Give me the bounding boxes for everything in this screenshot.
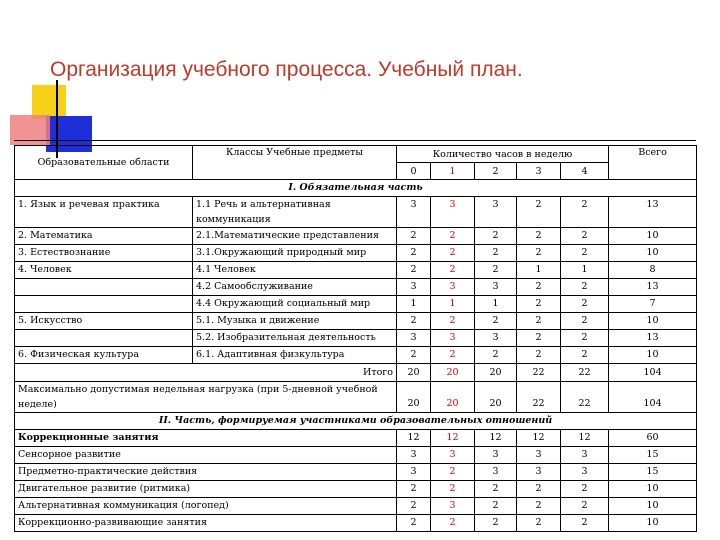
hours-cell: 3 (431, 279, 475, 296)
hours-cell: 2 (431, 481, 475, 498)
subject-cell: 1.1 Речь и альтернативная коммуникация (193, 197, 397, 228)
hours-cell: 1 (431, 296, 475, 313)
area-cell (15, 330, 193, 347)
slide-title: Организация учебного процесса. Учебный план. (50, 58, 523, 81)
hours-cell: 2 (517, 330, 561, 347)
hours-cell: 2 (517, 498, 561, 515)
hours-cell: 2 (397, 245, 431, 262)
corr-row-label: Двигательное развитие (ритмика) (15, 481, 397, 498)
total-cell: 13 (609, 330, 697, 347)
hours-cell: 3 (397, 279, 431, 296)
corr-h2: 12 (475, 430, 517, 447)
hours-cell: 2 (475, 481, 517, 498)
hours-cell: 2 (397, 262, 431, 279)
header-classes-subjects: Классы Учебные предметы (193, 146, 397, 180)
grade-3: 3 (517, 163, 561, 180)
max-load-h1: 20 (431, 382, 475, 413)
hours-cell: 3 (397, 447, 431, 464)
hours-cell: 3 (517, 447, 561, 464)
section2-title: II. Часть, формируемая участниками образовательных отношений (15, 413, 697, 430)
table-row (15, 464, 697, 481)
itogo-total: 104 (609, 364, 697, 382)
hours-cell: 3 (561, 464, 609, 481)
max-load-h3: 22 (517, 382, 561, 413)
total-cell: 13 (609, 279, 697, 296)
hours-cell: 3 (431, 197, 475, 228)
table-row (15, 447, 697, 464)
hours-cell: 2 (397, 515, 431, 532)
hours-cell: 2 (517, 245, 561, 262)
hours-cell: 3 (561, 447, 609, 464)
corr-row-label: Альтернативная коммуникация (логопед) (15, 498, 397, 515)
corr-h0: 12 (397, 430, 431, 447)
hours-cell: 2 (561, 296, 609, 313)
hours-cell: 2 (517, 515, 561, 532)
hours-cell: 2 (397, 498, 431, 515)
area-cell (15, 279, 193, 296)
hours-cell: 2 (561, 279, 609, 296)
header-total: Всего (609, 146, 697, 180)
grade-4: 4 (561, 163, 609, 180)
itogo-h1: 20 (431, 364, 475, 382)
corr-total: 60 (609, 430, 697, 447)
hours-cell: 3 (475, 279, 517, 296)
total-cell: 10 (609, 245, 697, 262)
itogo-h4: 22 (561, 364, 609, 382)
hours-cell: 3 (475, 447, 517, 464)
hours-cell: 2 (517, 279, 561, 296)
grade-0: 0 (397, 163, 431, 180)
decor-horizontal-line (14, 140, 696, 141)
hours-cell: 2 (397, 347, 431, 364)
hours-cell: 2 (431, 313, 475, 330)
hours-cell: 2 (431, 262, 475, 279)
hours-cell: 2 (475, 515, 517, 532)
hours-cell: 3 (517, 464, 561, 481)
area-cell (15, 296, 193, 313)
hours-cell: 2 (517, 313, 561, 330)
subject-cell: 5.1. Музыка и движение (193, 313, 397, 330)
table-row (15, 279, 697, 296)
hours-cell: 2 (431, 245, 475, 262)
area-cell: 4. Человек (15, 262, 193, 279)
table-row (15, 245, 697, 262)
total-cell: 10 (609, 498, 697, 515)
corr-row-label: Коррекционно-развивающие занятия (15, 515, 397, 532)
max-load-total: 104 (609, 382, 697, 413)
itogo-label: Итого (15, 364, 397, 382)
hours-cell: 2 (561, 245, 609, 262)
subject-cell: 5.2. Изобразительная деятельность (193, 330, 397, 347)
subject-cell: 4.4 Окружающий социальный мир (193, 296, 397, 313)
hours-cell: 2 (475, 228, 517, 245)
subject-cell: 6.1. Адаптивная физкультура (193, 347, 397, 364)
subject-cell: 4.1 Человек (193, 262, 397, 279)
total-cell: 13 (609, 197, 697, 228)
hours-cell: 3 (475, 464, 517, 481)
hours-cell: 3 (431, 498, 475, 515)
area-cell: 2. Математика (15, 228, 193, 245)
corr-h3: 12 (517, 430, 561, 447)
total-cell: 10 (609, 313, 697, 330)
total-cell: 15 (609, 447, 697, 464)
table-row (15, 330, 697, 347)
hours-cell: 3 (431, 447, 475, 464)
hours-cell: 1 (561, 262, 609, 279)
hours-cell: 3 (397, 464, 431, 481)
hours-cell: 2 (431, 228, 475, 245)
hours-cell: 2 (475, 262, 517, 279)
hours-cell: 3 (397, 330, 431, 347)
itogo-h2: 20 (475, 364, 517, 382)
table-row (15, 296, 697, 313)
total-cell: 15 (609, 464, 697, 481)
corr-h4: 12 (561, 430, 609, 447)
itogo-h3: 22 (517, 364, 561, 382)
subject-cell: 2.1.Математические представления (193, 228, 397, 245)
hours-cell: 2 (475, 347, 517, 364)
hours-cell: 2 (431, 347, 475, 364)
header-hours-per-week: Количество часов в неделю (397, 146, 609, 163)
grade-1: 1 (431, 163, 475, 180)
total-cell: 10 (609, 515, 697, 532)
total-cell: 10 (609, 228, 697, 245)
table-row (15, 262, 697, 279)
hours-cell: 1 (517, 262, 561, 279)
total-cell: 10 (609, 481, 697, 498)
corr-h1: 12 (431, 430, 475, 447)
table-row (15, 515, 697, 532)
max-load-h4: 22 (561, 382, 609, 413)
max-load-h2: 20 (475, 382, 517, 413)
hours-cell: 2 (561, 228, 609, 245)
curriculum-table (14, 145, 697, 532)
subject-cell: 4.2 Самообслуживание (193, 279, 397, 296)
hours-cell: 2 (517, 481, 561, 498)
hours-cell: 1 (475, 296, 517, 313)
area-cell: 3. Естествознание (15, 245, 193, 262)
hours-cell: 2 (517, 347, 561, 364)
header-areas: Образовательные области (15, 146, 193, 180)
subject-cell: 3.1.Окружающий природный мир (193, 245, 397, 262)
hours-cell: 2 (561, 515, 609, 532)
total-cell: 10 (609, 347, 697, 364)
corr-label: Коррекционные занятия (15, 430, 397, 447)
table-row (15, 347, 697, 364)
hours-cell: 2 (561, 481, 609, 498)
hours-cell: 2 (561, 498, 609, 515)
hours-cell: 2 (561, 330, 609, 347)
table-row (15, 481, 697, 498)
table-row (15, 498, 697, 515)
itogo-h0: 20 (397, 364, 431, 382)
hours-cell: 2 (397, 481, 431, 498)
corr-row-label: Сенсорное развитие (15, 447, 397, 464)
hours-cell: 2 (517, 228, 561, 245)
hours-cell: 2 (517, 197, 561, 228)
grade-2: 2 (475, 163, 517, 180)
hours-cell: 2 (431, 515, 475, 532)
max-load-h0: 20 (397, 382, 431, 413)
area-cell: 6. Физическая культура (15, 347, 193, 364)
decor-yellow-square (32, 85, 66, 119)
corr-row-label: Предметно-практические действия (15, 464, 397, 481)
max-load-label: Максимально допустимая недельная нагрузка (при 5-дневной учебной неделе) (15, 382, 397, 413)
hours-cell: 3 (475, 197, 517, 228)
area-cell: 1. Язык и речевая практика (15, 197, 193, 228)
hours-cell: 2 (475, 313, 517, 330)
hours-cell: 3 (431, 330, 475, 347)
hours-cell: 2 (561, 313, 609, 330)
hours-cell: 2 (475, 498, 517, 515)
table-row (15, 197, 697, 228)
area-cell: 5. Искусство (15, 313, 193, 330)
total-cell: 8 (609, 262, 697, 279)
hours-cell: 2 (475, 245, 517, 262)
table-row (15, 228, 697, 245)
hours-cell: 2 (561, 197, 609, 228)
section1-title: I. Обязательная часть (15, 180, 697, 197)
total-cell: 7 (609, 296, 697, 313)
hours-cell: 1 (397, 296, 431, 313)
hours-cell: 2 (561, 347, 609, 364)
table-row (15, 313, 697, 330)
hours-cell: 3 (397, 197, 431, 228)
hours-cell: 2 (397, 228, 431, 245)
hours-cell: 2 (397, 313, 431, 330)
hours-cell: 2 (517, 296, 561, 313)
hours-cell: 2 (431, 464, 475, 481)
hours-cell: 3 (475, 330, 517, 347)
